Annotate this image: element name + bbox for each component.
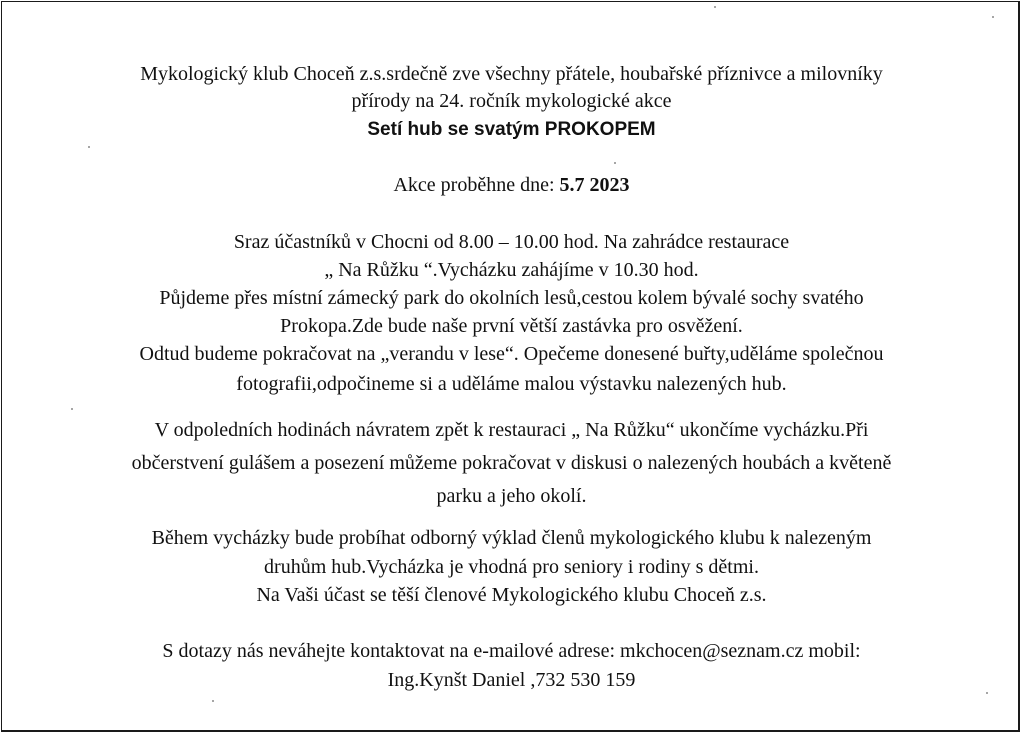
afternoon-line-3: parku a jeho okolí. <box>436 485 587 507</box>
scan-speck <box>71 408 73 410</box>
scan-speck <box>212 700 214 702</box>
event-title: Setí hub se svatým PROKOPEM <box>367 119 656 140</box>
program-line-1: Sraz účastníků v Chocni od 8.00 – 10.00 hod. Na zahrádce restaurace <box>233 231 790 253</box>
closing-line-3: Na Vaši účast se těší členové Mykologického klubu Choceň z.s. <box>256 584 767 606</box>
afternoon-line-2: občerstvení gulášem a posezení můžeme pokračovat v diskusi o nalezených houbách a květeně <box>131 452 892 474</box>
scan-speck <box>88 146 90 148</box>
date-value: 5.7 2023 <box>559 174 630 196</box>
closing-line-2: druhům hub.Vycházka je vhodná pro seniory i rodiny s dětmi. <box>264 556 759 578</box>
afternoon-line-1: V odpoledních hodinách návratem zpět k restauraci „ Na Růžku“ ukončíme vycházku.Při <box>154 419 869 441</box>
intro-line-2: přírody na 24. ročník mykologické akce <box>351 90 672 112</box>
scan-speck <box>614 162 616 164</box>
invitation-page <box>1 1 1020 732</box>
scan-speck <box>986 692 988 694</box>
contact-line-2: Ing.Kynšt Daniel ,732 530 159 <box>387 669 636 691</box>
program-line-6: fotografii,odpočineme si a uděláme malou výstavku nalezených hub. <box>236 373 787 395</box>
scan-speck <box>992 16 994 18</box>
intro-line-1: Mykologický klub Choceň z.s.srdečně zve všechny přátele, houbařské příznivce a milovníky <box>140 63 883 85</box>
program-line-5: Odtud budeme pokračovat na „verandu v lese“. Opečeme donesené buřty,uděláme společnou <box>139 343 884 365</box>
date-label: Akce proběhne dne: <box>393 174 560 196</box>
scan-speck <box>714 6 716 8</box>
event-date <box>2 173 1021 197</box>
contact-line-1: S dotazy nás neváhejte kontaktovat na e-mailové adrese: mkchocen@seznam.cz mobil: <box>162 640 861 662</box>
program-line-3: Půjdeme přes místní zámecký park do okolních lesů,cestou kolem bývalé sochy svatého <box>159 287 864 309</box>
program-line-4: Prokopa.Zde bude naše první větší zastávka pro osvěžení. <box>280 315 743 337</box>
program-line-2: „ Na Růžku “.Vycházku zahájíme v 10.30 hod. <box>324 259 699 281</box>
closing-line-1: Během vycházky bude probíhat odborný výklad členů mykologického klubu k nalezeným <box>151 527 872 549</box>
